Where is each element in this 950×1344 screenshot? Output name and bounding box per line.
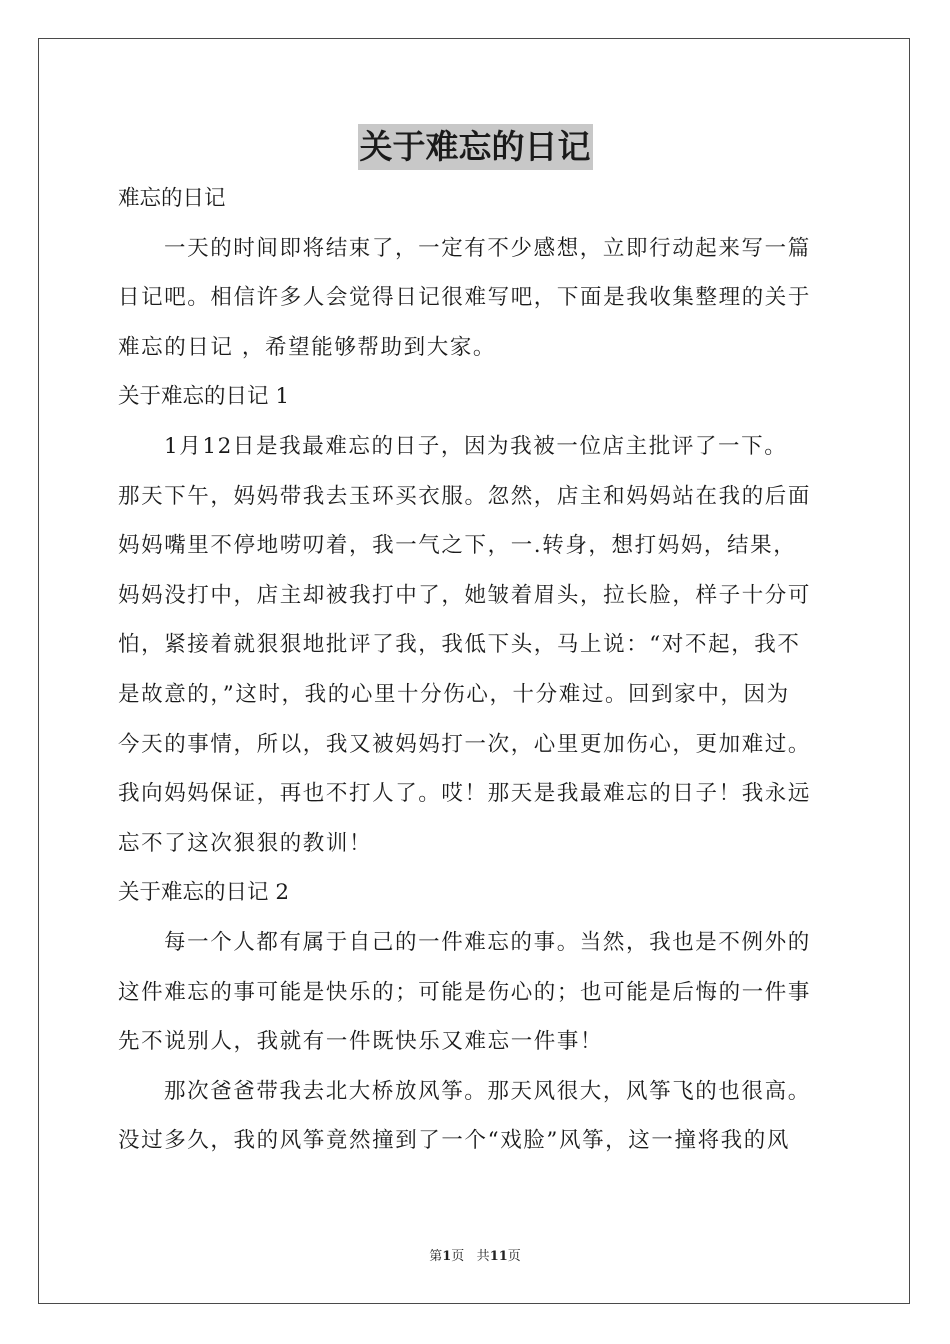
page-total: 11 — [489, 1249, 508, 1264]
paragraph-line: 那天下午，妈妈带我去玉环买衣服。忽然，店主和妈妈站在我的后面 — [118, 483, 812, 509]
paragraph-line: 日记吧。相信许多人会觉得日记很难写吧，下面是我收集整理的关于 — [118, 285, 812, 311]
document-title: 关于难忘的日记 — [358, 124, 593, 170]
document-body — [118, 174, 834, 1166]
page-footer — [0, 1245, 950, 1264]
total-unit: 页 — [507, 1249, 521, 1264]
section-heading: 关于难忘的日记 2 — [118, 880, 290, 906]
section-heading: 关于难忘的日记 1 — [118, 384, 290, 410]
paragraph-line: 一天的时间即将结束了，一定有不少感想，立即行动起来写一篇 — [164, 235, 811, 261]
paragraph-line: 今天的事情，所以，我又被妈妈打一次，心里更加伤心，更加难过。 — [118, 731, 812, 757]
paragraph-line: 1月12日是我最难忘的日子，因为我被一位店主批评了一下。 — [164, 433, 788, 459]
page-unit: 页 — [451, 1249, 465, 1264]
page-prefix: 第 — [429, 1249, 443, 1264]
paragraph-line: 每一个人都有属于自己的一件难忘的事。当然，我也是不例外的 — [164, 929, 811, 955]
paragraph-line: 是故意的，”这时，我的心里十分伤心，十分难过。回到家中，因为 — [118, 681, 790, 707]
total-prefix: 共 — [476, 1249, 490, 1264]
paragraph-line: 忘不了这次狠狠的教训！ — [118, 830, 373, 856]
paragraph-line: 先不说别人，我就有一件既快乐又难忘一件事！ — [118, 1029, 604, 1055]
paragraph-line: 那次爸爸带我去北大桥放风筝。那天风很大，风筝飞的也很高。 — [164, 1078, 811, 1104]
paragraph-line: 怕，紧接着就狠狠地批评了我，我低下头，马上说：“对不起，我不 — [118, 632, 801, 658]
section-heading: 难忘的日记 — [118, 186, 226, 211]
title-wrap — [0, 124, 950, 170]
page-current: 1 — [442, 1249, 452, 1264]
paragraph-line: 没过多久，我的风筝竟然撞到了一个“戏脸”风筝，这一撞将我的风 — [118, 1128, 790, 1154]
paragraph-line: 我向妈妈保证，再也不打人了。哎！那天是我最难忘的日子！我永远 — [118, 781, 812, 807]
paragraph-line: 难忘的日记 ，希望能够帮助到大家。 — [118, 334, 497, 360]
paragraph-line: 妈妈嘴里不停地唠叨着，我一气之下，一.转身，想打妈妈，结果， — [118, 533, 797, 559]
paragraph-line: 这件难忘的事可能是快乐的；可能是伤心的；也可能是后悔的一件事 — [118, 979, 812, 1005]
paragraph-line: 妈妈没打中，店主却被我打中了，她皱着眉头，拉长脸，样子十分可 — [118, 582, 812, 608]
